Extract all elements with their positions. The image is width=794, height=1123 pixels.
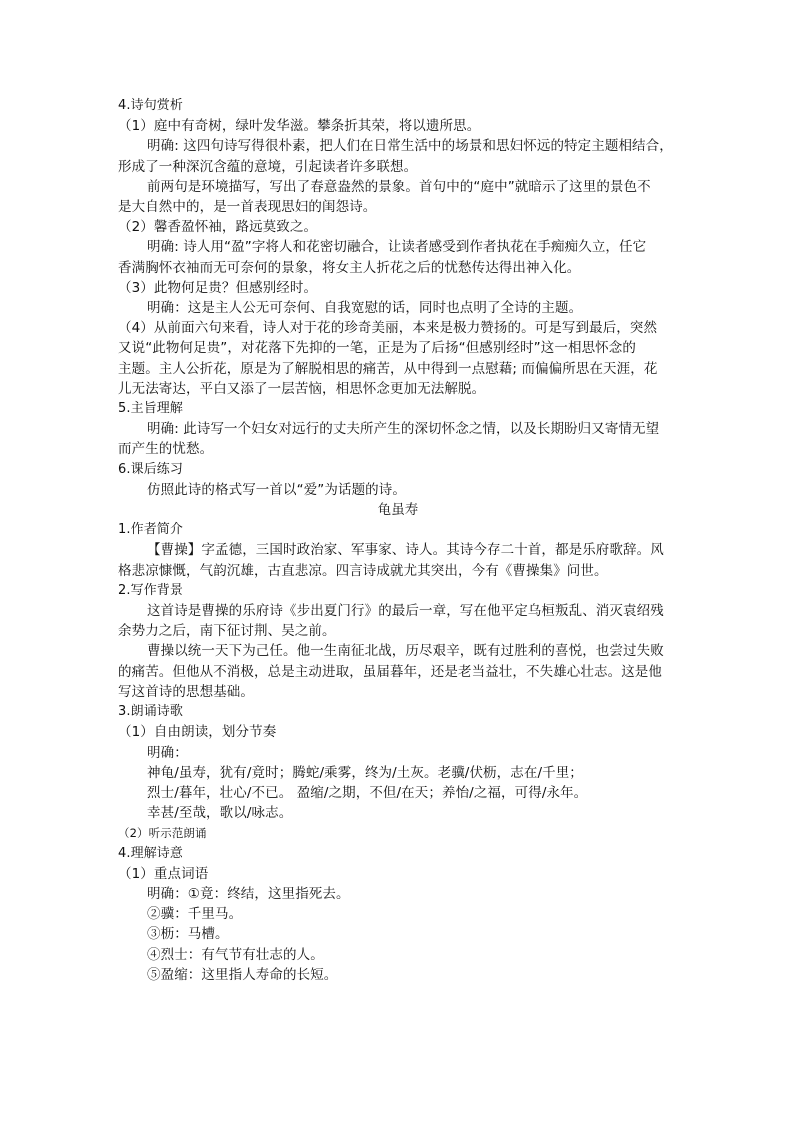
section-heading-poem-analysis: 4.诗句赏析 [118, 98, 184, 113]
section-heading-exercise: 6.课后练习 [118, 461, 184, 477]
document-page [118, 96, 678, 985]
text-line: 儿无法寄达，平白又添了一层苦恼，相思怀念更加无法解脱。 [118, 380, 486, 397]
text-line: 是大自然中的，是一首表现思妇的闺怨诗。 [118, 199, 377, 216]
text-line: 形成了一种深沉含蕴的意境，引起读者许多联想。 [118, 158, 418, 175]
text-line: 又说“此物何足贵”，对花落下先抑的一笔，正是为了后扬“但感别经时”这一相思怀念的 [118, 340, 636, 357]
text-line: 而产生的忧愁。 [118, 441, 214, 458]
text-line: 写这首诗的思想基础。 [118, 683, 254, 700]
text-line: 主题。主人公折花，原是为了解脱相思的痛苦，从中得到一点慰藉; 而偏偏所思在天涯，花 [118, 360, 658, 377]
text-line: （1）重点词语 [118, 865, 209, 882]
vocab-item: ②骥：千里马。 [147, 906, 243, 923]
text-line: （3）此物何足贵？但感别经时。 [118, 279, 318, 296]
text-line: 曹操以统一天下为己任。他一生南征北战，历尽艰辛，既有过胜利的喜悦，也尝过失败 [147, 643, 664, 660]
section-heading-background: 2.写作背景 [118, 582, 184, 598]
text-line: 明确： [147, 744, 188, 761]
text-line: 【曹操】字孟德，三国时政治家、军事家、诗人。其诗今存二十首，都是乐府歌辞。风 [147, 542, 664, 559]
text-line: 明确: 诗人用“盈”字将人和花密切融合，让读者感受到作者执花在手痴痴久立，任它 [147, 239, 647, 256]
section-heading-author: 1.作者简介 [118, 522, 184, 538]
text-line: （1）自由朗读，划分节奏 [118, 724, 277, 741]
text-line: 香满胸怀衣袖而无可奈何的景象，将女主人折花之后的忧愁传达得出神入化。 [118, 259, 581, 276]
text-line: 明确: 此诗写一个妇女对远行的丈夫所产生的深切怀念之情，以及长期盼归又寄情无望 [147, 421, 660, 438]
poem-line: 幸甚/至哉，歌以/咏志。 [147, 805, 293, 822]
text-line: 前两句是环境描写，写出了春意盎然的景象。首句中的“庭中”就暗示了这里的景色不 [147, 178, 651, 195]
text-line: （1）庭中有奇树，绿叶发华滋。攀条折其荣，将以遗所思。 [118, 118, 481, 135]
vocab-item: ⑤盈缩：这里指人寿命的长短。 [147, 966, 338, 983]
text-line: 明确：这是主人公无可奈何、自我宽慰的话，同时也点明了全诗的主题。 [147, 300, 583, 317]
section-heading-theme: 5.主旨理解 [118, 401, 184, 417]
text-line: 格悲凉慷慨，气韵沉雄，古直悲凉。四言诗成就尤其突出，今有《曹操集》问世。 [118, 562, 608, 579]
text-line: 的痛苦。但他从不消极，总是主动进取，虽届暮年，还是老当益壮，不失雄心壮志。这是他 [118, 663, 662, 680]
text-line: 余势力之后，南下征讨荆、吴之前。 [118, 623, 336, 640]
text-line: 仿照此诗的格式写一首以“爱”为话题的诗。 [147, 481, 406, 498]
vocab-item: ③枥：马槽。 [147, 926, 229, 943]
text-line: 这首诗是曹操的乐府诗《步出夏门行》的最后一章，写在他平定乌桓叛乱、消灭袁绍残 [147, 603, 664, 620]
section-heading-meaning: 4.理解诗意 [118, 845, 184, 861]
poem-line: 烈士/暮年，壮心/不已。 盈缩/之期，不但/在天；养怡/之福，可得/永年。 [147, 784, 588, 801]
text-line: （2）馨香盈怀袖，路远莫致之。 [118, 219, 318, 236]
text-line: 明确: 这四句诗写得很朴素，把人们在日常生活中的场景和思妇怀远的特定主题相结合， [147, 138, 673, 155]
poem-line: 神龟/虽寿，犹有/竟时；腾蛇/乘雾，终为/土灰。老骥/伏枥，志在/千里； [147, 764, 583, 781]
vocab-item: ④烈士：有气节有壮志的人。 [147, 946, 324, 963]
text-line: （4）从前面六句来看，诗人对于花的珍奇美丽，本来是极力赞扬的。可是写到最后，突然 [118, 320, 658, 337]
poem-title: 龟虽寿 [377, 502, 419, 519]
section-heading-recite: 3.朗诵诗歌 [118, 704, 184, 720]
vocab-item: 明确：①竟：终结，这里指死去。 [147, 885, 350, 902]
text-line: （2）听示范朗诵 [118, 826, 207, 841]
